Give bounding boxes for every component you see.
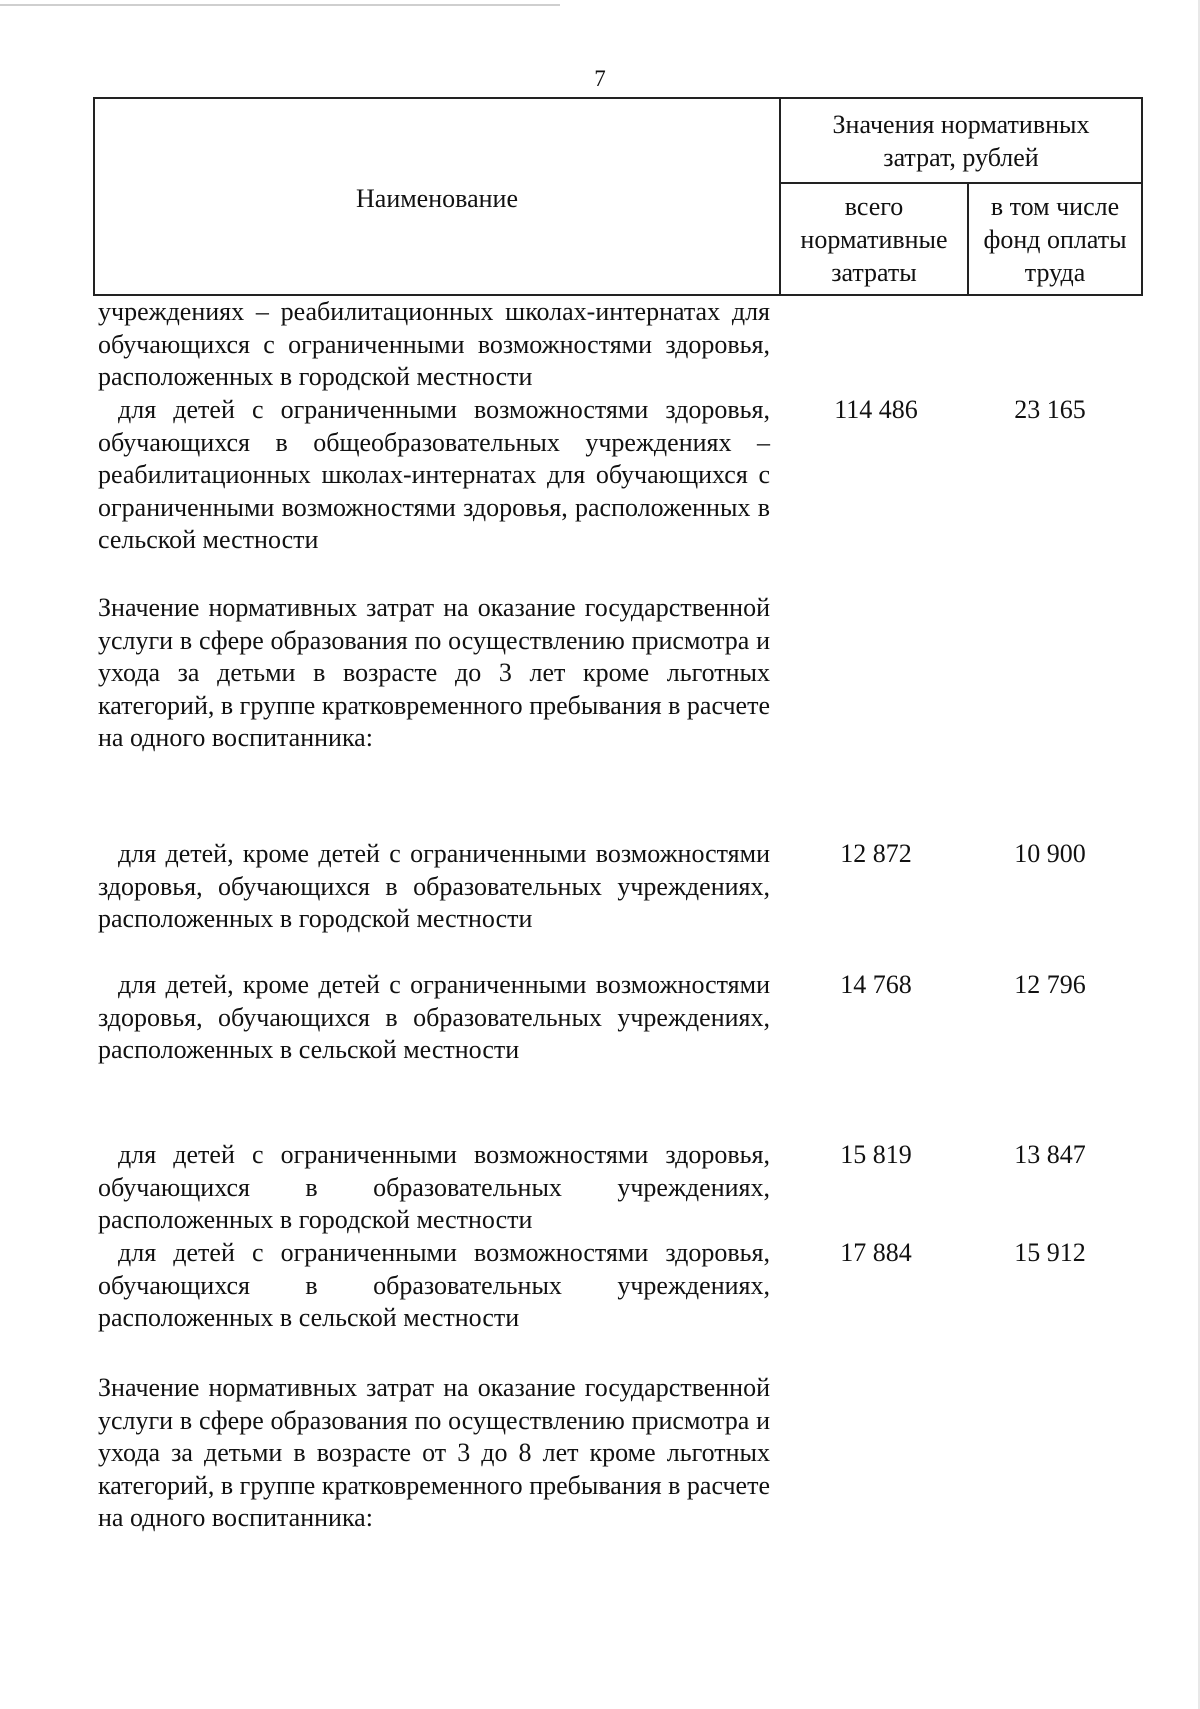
row-description: Значение нормативных затрат на оказание государственной услуги в сфере образования по осуществлению присмотра и ухода за детьми в возрасте до 3 лет кроме льготных категорий, в группе кратковременного пребывания в расчете на одного воспитанника: (98, 593, 770, 753)
header-values-group: Значения нормативных затрат, рублей (780, 98, 1142, 183)
row-description: для детей с ограниченными возможностями здоровья, обучающихся в образовательных учреждениях, расположенных в городской местности (98, 1140, 770, 1235)
row-wage-value: 12 796 (1014, 970, 1086, 999)
header-wage: в том числе фонд оплаты труда (968, 183, 1142, 295)
row-description: для детей с ограниченными возможностями здоровья, обучающихся в общеобразовательных учреждениях – реабилитационных школах-интернатах для обучающихся с ограниченными возможностями здоровья, расположенных в сельской местности (98, 395, 770, 555)
header-name: Наименование (94, 98, 780, 295)
row-total-value: 17 884 (840, 1238, 912, 1267)
page-number: 7 (594, 66, 606, 91)
row-description: для детей, кроме детей с ограниченными возможностями здоровья, обучающихся в образовательных учреждениях, расположенных в сельской местности (98, 970, 770, 1065)
row-wage-value: 10 900 (1014, 839, 1086, 868)
row-total-value: 14 768 (840, 970, 912, 999)
row-description: для детей, кроме детей с ограниченными возможностями здоровья, обучающихся в образовательных учреждениях, расположенных в городской местности (98, 839, 770, 934)
row-total-value: 12 872 (840, 839, 912, 868)
scan-edge (0, 4, 560, 6)
row-wage-value: 15 912 (1014, 1238, 1086, 1267)
header-total: всего нормативные затраты (780, 183, 968, 295)
row-wage-value: 13 847 (1014, 1140, 1086, 1169)
row-description: для детей с ограниченными возможностями здоровья, обучающихся в образовательных учреждениях, расположенных в сельской местности (98, 1238, 770, 1333)
row-total-value: 114 486 (834, 395, 918, 424)
row-total-value: 15 819 (840, 1140, 912, 1169)
row-wage-value: 23 165 (1014, 395, 1086, 424)
row-description: учреждениях – реабилитационных школах-интернатах для обучающихся с ограниченными возможностями здоровья, расположенных в городской местности (98, 297, 770, 392)
row-description: Значение нормативных затрат на оказание государственной услуги в сфере образования по осуществлению присмотра и ухода за детьми в возрасте от 3 до 8 лет кроме льготных категорий, в группе кратковременного пребывания в расчете на одного воспитанника: (98, 1373, 770, 1533)
table-header (93, 97, 1143, 296)
